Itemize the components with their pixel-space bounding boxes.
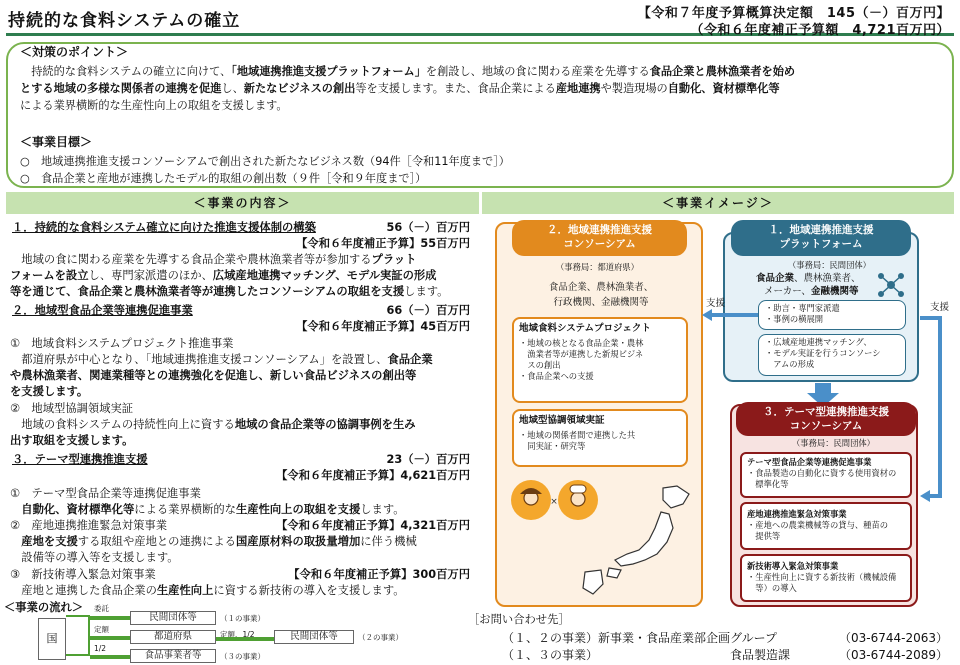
consortium3-header: ３．テーマ型連携推進支援 コンソーシアム: [736, 402, 916, 436]
item2-title: ２．地域型食品企業等連携促進事業: [12, 304, 193, 317]
points-heading: ＜対策のポイント＞: [20, 45, 129, 59]
points-line-1: 持続的な食料システムの確立に向けて、「地域連携推進支援プラットフォーム」を創設し、地域の食に関わる産業を先導する食品企業と農林漁業者を始め: [20, 65, 796, 78]
item3-amount: 23（－）百万円: [386, 453, 470, 466]
item2-supplementary: 【令和６年度補正予算】45百万円: [296, 320, 470, 333]
project-title: 地域食料システムプロジェクト: [519, 323, 651, 334]
contact-line-1: （１、２の事業）新事業・食品産業部企画グループ: [502, 631, 778, 645]
flow-box-private-2: 民間団体等: [274, 630, 354, 644]
item3-sub2-desc-2: 設備等の導入等を支援します。: [10, 551, 179, 564]
flow-note-1: （１の事業）: [220, 614, 265, 623]
project-item-4: ・食品企業への支援: [519, 371, 594, 381]
item2-sub1-desc-1: 都道府県が中心となり、「地域連携推進支援コンソーシアム」を設置し、食品企業: [10, 353, 433, 366]
flow-arrow-4: [216, 637, 274, 641]
support-label-right: 支援: [930, 302, 950, 313]
coop-item-2: 同実証・研究等: [519, 441, 586, 451]
consortium2-members-2: 行政機関、金融機関等: [553, 297, 649, 308]
project-item-1: ・地域の核となる食品企業・農林: [519, 338, 644, 348]
consortium2-members-1: 食品企業、農林漁業者、: [548, 282, 654, 293]
contact-heading: ［お問い合わせ先］: [468, 613, 570, 626]
support-label-left: 支援: [706, 298, 726, 309]
item3-sub3-supplementary: 【令和６年度補正予算】300百万円: [288, 568, 470, 581]
goal-1: ○ 地域連携推進支援コンソーシアムで創出された新たなビジネス数（94件［令和11年度まで］）: [20, 155, 510, 168]
item3-supplementary: 【令和６年度補正予算】4,621百万円: [276, 469, 470, 482]
project-item-2: 漁業者等が連携した新規ビジネ: [519, 349, 644, 359]
platform-office: （事務局：民間団体）: [788, 260, 871, 270]
project-item-3: スの創出: [519, 360, 561, 370]
item2-sub1: ① 地域食料システムプロジェクト推進事業: [10, 337, 234, 350]
goal-2: ○ 食品企業と産地が連携したモデル的取組の創出数（９件［令和９年度まで］）: [20, 172, 427, 185]
theme2-box: 産地連携推進緊急対策事業 ・産地への農業機械等の貸与、種苗の 提供等: [740, 502, 912, 550]
theme1-box: テーマ型食品企業等連携促進事業 ・食品製造の自動化に資する使用資材の 標準化等: [740, 452, 912, 498]
item1-supplementary: 【令和６年度補正予算】55百万円: [296, 237, 470, 250]
points-line-2: とする地域の多様な関係者の連携を促進し、新たなビジネスの創出等を支援します。また、食品企業による産地連携や製造現場の自動化、資材標準化等: [20, 82, 780, 95]
points-line-3: による業界横断的な生産性向上の取組を支援します。: [20, 99, 288, 112]
page-title: 持続的な食料システムの確立: [8, 11, 241, 31]
flow-heading: ＜事業の流れ＞: [4, 601, 84, 614]
item3-sub2-supplementary: 【令和６年度補正予算】4,321百万円: [276, 519, 470, 532]
support-arrow-right: [918, 312, 958, 502]
flow-note-2: （２の事業）: [358, 633, 403, 642]
flow-box-prefecture: 都道府県: [130, 630, 216, 644]
item3-sub2-desc-1: 産地を支援する取組や産地との連携による国産原材料の取扱量増加に伴う機械: [10, 535, 417, 548]
platform-header: １．地域連携推進支援 プラットフォーム: [731, 220, 911, 256]
item1-amount: 56（－）百万円: [386, 221, 470, 234]
item3-sub3-desc: 産地と連携した食品企業の生産性向上に資する新技術の導入を支援します。: [10, 584, 405, 597]
svg-text:×: ×: [550, 497, 558, 507]
flow-label-itaku: 委託: [94, 604, 109, 613]
item2-sub2: ② 地域型協調領域実証: [10, 402, 134, 415]
support-arrow-left: [700, 308, 758, 322]
consortium2-office: （事務局：都道府県）: [556, 262, 639, 272]
contact-phone-2: （03-6744-2089）: [838, 648, 948, 662]
item2-sub2-desc-2: 出す取組を支援します。: [10, 434, 134, 447]
consortium2-header: ２．地域連携推進支援 コンソーシアム: [512, 220, 687, 256]
flow-arrow-2: [90, 636, 130, 640]
item2-amount: 66（－）百万円: [386, 304, 470, 317]
project-box: [512, 317, 688, 403]
japan-map-icon: [565, 484, 697, 602]
coop-box: [512, 409, 688, 467]
consortium3-office: （事務局：民間団体）: [792, 438, 875, 448]
network-icon: [876, 270, 906, 300]
item1-title: １．持続的な食料システム確立に向けた推進支援体制の構築: [12, 221, 316, 234]
platform-support-box-2: ・広域産地連携マッチング、 ・モデル実証を行うコンソーシ アムの形成: [758, 334, 906, 376]
left-section-bar: ＜事業の内容＞: [6, 192, 479, 214]
item1-desc-1: 地域の食に関わる産業を先導する食品企業や農林漁業者等が参加するプラット: [10, 253, 417, 266]
item2-sub2-desc-1: 地域の食料システムの持続性向上に資する地域の食品企業等の協調事例を生み: [10, 418, 416, 431]
item2-sub1-desc-2: や農林漁業者、関連業種等との連携強化を促進し、新しい食品ビジネスの創出等: [10, 369, 417, 382]
flow-label-teigaku: 定額: [94, 625, 109, 634]
flow-arrow-1: [90, 616, 130, 620]
flow-box-food-business: 食品事業者等: [130, 649, 216, 663]
goals-heading: ＜事業目標＞: [20, 135, 93, 149]
item3-sub1-desc: 自動化、資材標準化等による業界横断的な生産性向上の取組を支援します。: [10, 503, 405, 516]
item1-desc-2: フォームを設立し、専門家派遣のほか、広域産地連携マッチング、モデル実証の形成: [10, 269, 437, 282]
contact-dept-2: 食品製造課: [730, 648, 791, 662]
item3-sub2: ② 産地連携推進緊急対策事業: [10, 519, 167, 532]
flow-box-private-1: 民間団体等: [130, 611, 216, 625]
coop-title: 地域型協調領域実証: [519, 415, 605, 426]
platform-members-2: メーカー、金融機関等: [764, 286, 859, 297]
theme3-box: 新技術導入緊急対策事業 ・生産性向上に資する新技術（機械設備 等）の導入: [740, 554, 912, 602]
flow-label-half: 1/2: [94, 644, 107, 653]
flow-bracket: [66, 615, 90, 656]
flow-country: 国: [38, 618, 66, 660]
item3-title: ３．テーマ型連携推進支援: [12, 453, 148, 466]
item2-sub1-desc-3: を支援します。: [10, 385, 89, 398]
contact-line-2: （１、３の事業）: [502, 648, 599, 662]
budget-line-2: （令和６年度補正予算額 4,721百万円）: [690, 23, 950, 38]
budget-line-1: 【令和７年度予算概算決定額 145（－）百万円】: [637, 6, 950, 21]
flow-note-3: （３の事業）: [220, 652, 265, 661]
item3-sub3: ③ 新技術導入緊急対策事業: [10, 568, 156, 581]
flow-label-teigaku2: 定額、1/2: [220, 630, 255, 639]
item1-desc-3: 等を通じて、食品企業と農林漁業者等が連携したコンソーシアムの取組を支援します。: [10, 285, 449, 298]
right-section-bar: ＜事業イメージ＞: [482, 192, 954, 214]
contact-phone-1: （03-6744-2063）: [838, 631, 948, 645]
flow-arrow-3: [90, 655, 130, 659]
item3-sub1: ① テーマ型食品企業等連携促進事業: [10, 487, 201, 500]
platform-support-box-1: ・助言・専門家派遣 ・事例の横展開: [758, 300, 906, 330]
coop-item-1: ・地域の関係者間で連携した共: [519, 430, 636, 440]
platform-members-1: 食品企業、農林漁業者、: [756, 273, 861, 284]
